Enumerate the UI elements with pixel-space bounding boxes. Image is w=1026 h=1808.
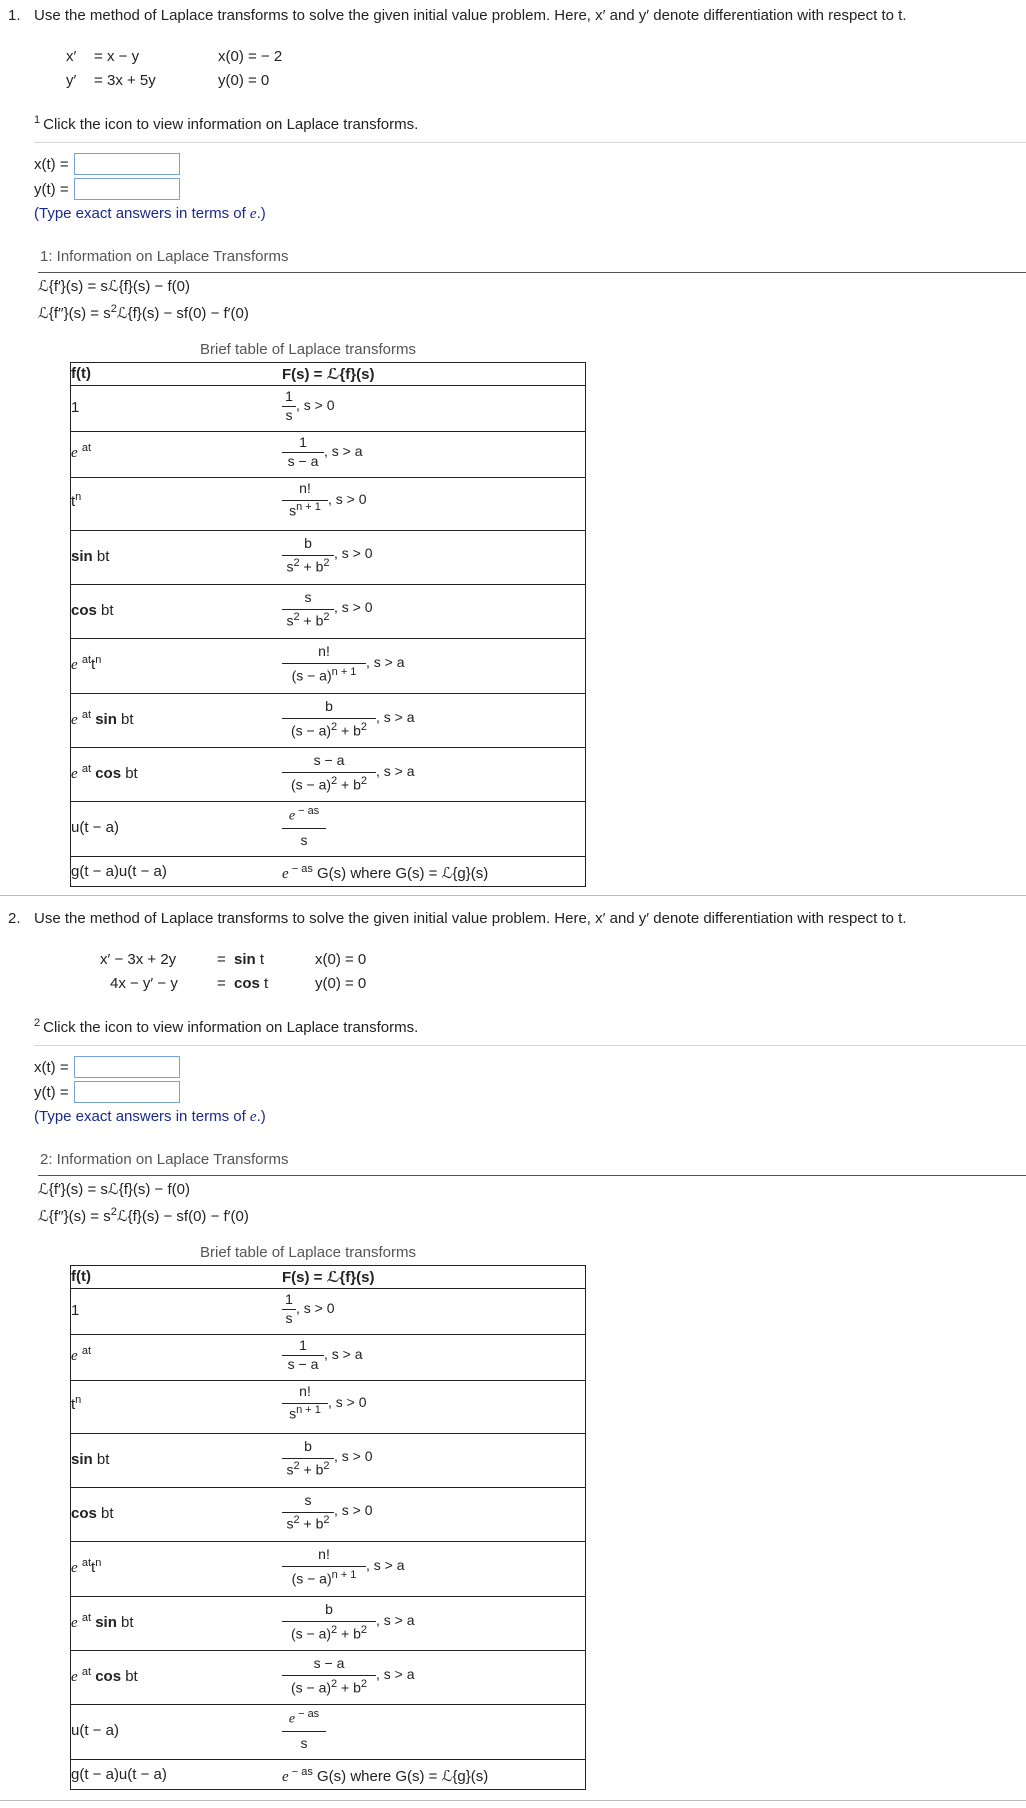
- header-F: F(s) = ℒ{f}(s): [282, 366, 375, 383]
- equation-system: [66, 48, 466, 98]
- cell-function: e $^{at}$ cos bt: [71, 763, 138, 782]
- cell-function: 1: [71, 399, 80, 416]
- cell-function: $t^n$: [71, 491, 82, 510]
- x-answer-input[interactable]: [74, 1056, 180, 1078]
- equation-2-rhs: cos t: [234, 975, 269, 992]
- equation-1-rhs: x − y: [107, 48, 140, 65]
- table-row: u(t − a) e $^{- as}$ s: [71, 1704, 585, 1760]
- table-row: e $^{at}t^n$ n! $(s - a)^{n + 1}$ , s > a: [71, 638, 585, 694]
- equation-1-lhs: x′: [66, 48, 77, 65]
- cell-function: e $^{at}$ sin bt: [71, 709, 134, 728]
- table-row: sin bt b $s^2 + b^2$ , s > 0: [71, 530, 585, 585]
- table-caption: Brief table of Laplace transforms: [200, 341, 416, 358]
- cell-function: 1: [71, 1302, 80, 1319]
- table-row: $t^n$ n! $s^{n + 1}$ , s > 0: [71, 477, 585, 531]
- cell-function: u(t − a): [71, 1722, 119, 1739]
- initial-condition-2: y(0) = 0: [315, 975, 367, 992]
- table-row: e $^{at}$ sin bt b $(s - a)^2 + b^2$ , s > a: [71, 1596, 585, 1651]
- answer-y: [34, 181, 69, 198]
- y-label: y(t) =: [34, 181, 69, 198]
- table-row: 1 1 s , s > 0: [71, 385, 585, 432]
- equation-1-eq: =: [94, 48, 103, 65]
- divider: [34, 142, 1026, 143]
- table-row: cos bt s $s^2 + b^2$ , s > 0: [71, 1487, 585, 1542]
- problem-1: [0, 7, 1026, 887]
- info-link[interactable]: [34, 114, 418, 133]
- question-number: 1.: [8, 7, 21, 24]
- table-header-row: [71, 1266, 585, 1288]
- cell-function: g(t − a)u(t − a): [71, 1766, 167, 1783]
- table-caption: Brief table of Laplace transforms: [200, 1244, 416, 1261]
- equation-2-lhs: y′: [66, 72, 77, 89]
- info-divider: [38, 272, 1026, 273]
- initial-condition-1: x(0) = − 2: [218, 48, 283, 65]
- header-F: F(s) = ℒ{f}(s): [282, 1269, 375, 1286]
- cell-function: e $^{at}t^n$: [71, 1557, 102, 1576]
- header-f: f(t): [71, 365, 91, 382]
- problem-separator: [0, 895, 1026, 896]
- cell-transform: e $^{- as}$ G(s) where G(s) = ℒ{g}(s): [282, 1766, 489, 1785]
- cell-function: $t^n$: [71, 1394, 82, 1413]
- x-answer-input[interactable]: [74, 153, 180, 175]
- x-label: x(t) =: [34, 1059, 69, 1076]
- info-link-text: Click the icon to view information on Laplace transforms.: [43, 1019, 419, 1036]
- table-row: cos bt s $s^2 + b^2$ , s > 0: [71, 584, 585, 639]
- equation-1-lhs: x′ − 3x + 2y: [100, 951, 177, 968]
- cell-transform: e $^{- as}$ G(s) where G(s) = ℒ{g}(s): [282, 863, 489, 882]
- table-row: 1 1 s , s > 0: [71, 1288, 585, 1335]
- equation-2-lhs: 4x − y′ − y: [110, 975, 178, 992]
- equation-2-eq: =: [94, 72, 103, 89]
- table-row: [71, 1759, 585, 1789]
- table-row: e $^{at}$ sin bt b $(s - a)^2 + b^2$ , s > a: [71, 693, 585, 748]
- cell-function: e $^{at}t^n$: [71, 654, 102, 673]
- answer-y: [34, 1084, 69, 1101]
- cell-function: sin bt: [71, 1451, 110, 1468]
- laplace-rule-1: ℒ{f′}(s) = sℒ{f}(s) − f(0): [38, 278, 190, 295]
- cell-function: g(t − a)u(t − a): [71, 863, 167, 880]
- answer-hint: (Type exact answers in terms of e.): [34, 205, 266, 222]
- table-row: e $^{at}$ cos bt s − a $(s - a)^2 + b^2$ , s > a: [71, 1650, 585, 1705]
- info-link-text: Click the icon to view information on Laplace transforms.: [43, 116, 419, 133]
- laplace-rule-2: ℒ{f′′}(s) = $s^2ℒ\{f\}(s) - sf(0) - f'(0)$: [38, 1206, 249, 1225]
- y-label: y(t) =: [34, 1084, 69, 1101]
- x-label: x(t) =: [34, 156, 69, 173]
- problem-2: [0, 910, 1026, 1800]
- initial-condition-1: x(0) = 0: [315, 951, 367, 968]
- table-header-row: [71, 363, 585, 385]
- question-text: Use the method of Laplace transforms to solve the given initial value problem. Here, x′ and y′ denote differentiation with respect to t.: [34, 7, 907, 24]
- equation-2-eq: =: [217, 975, 226, 992]
- table-row: e $^{at}t^n$ n! $(s - a)^{n + 1}$ , s > a: [71, 1541, 585, 1597]
- equation-1-eq: =: [217, 951, 226, 968]
- cell-function: e $^{at}$: [71, 442, 92, 461]
- info-link[interactable]: [34, 1017, 418, 1036]
- table-row: u(t − a) e $^{- as}$ s: [71, 801, 585, 857]
- table-row: sin bt b $s^2 + b^2$ , s > 0: [71, 1433, 585, 1488]
- problem-separator: [0, 1800, 1026, 1801]
- laplace-rule-1: ℒ{f′}(s) = sℒ{f}(s) − f(0): [38, 1181, 190, 1198]
- cell-function: e $^{at}$ sin bt: [71, 1612, 134, 1631]
- laplace-table: [70, 362, 586, 887]
- cell-function: u(t − a): [71, 819, 119, 836]
- equation-2-rhs: 3x + 5y: [107, 72, 156, 89]
- cell-function: cos bt: [71, 602, 114, 619]
- question-number: 2.: [8, 910, 21, 927]
- footnote-mark: 1: [34, 114, 41, 126]
- table-row: [71, 856, 585, 886]
- info-title: 2: Information on Laplace Transforms: [40, 1151, 289, 1168]
- laplace-rule-2: ℒ{f′′}(s) = $s^2ℒ\{f\}(s) - sf(0) - f'(0)$: [38, 303, 249, 322]
- answer-x: [34, 156, 69, 173]
- y-answer-input[interactable]: [74, 1081, 180, 1103]
- footnote-mark: 2: [34, 1017, 41, 1029]
- cell-function: sin bt: [71, 548, 110, 565]
- laplace-table: [70, 1265, 586, 1790]
- table-row: $t^n$ n! $s^{n + 1}$ , s > 0: [71, 1380, 585, 1434]
- equation-1-rhs: sin t: [234, 951, 265, 968]
- info-divider: [38, 1175, 1026, 1176]
- answer-hint: (Type exact answers in terms of e.): [34, 1108, 266, 1125]
- table-row: e $^{at}$ 1 s − a , s > a: [71, 1334, 585, 1381]
- divider: [34, 1045, 1026, 1046]
- cell-function: e $^{at}$ cos bt: [71, 1666, 138, 1685]
- table-row: e $^{at}$ cos bt s − a $(s - a)^2 + b^2$ , s > a: [71, 747, 585, 802]
- initial-condition-2: y(0) = 0: [218, 72, 270, 89]
- header-f: f(t): [71, 1268, 91, 1285]
- info-title: 1: Information on Laplace Transforms: [40, 248, 289, 265]
- cell-function: cos bt: [71, 1505, 114, 1522]
- cell-function: e $^{at}$: [71, 1345, 92, 1364]
- question-text: Use the method of Laplace transforms to solve the given initial value problem. Here, x′ and y′ denote differentiation with respect to t.: [34, 910, 907, 927]
- equation-system: [100, 951, 500, 1001]
- table-row: e $^{at}$ 1 s − a , s > a: [71, 431, 585, 478]
- answer-x: [34, 1059, 69, 1076]
- y-answer-input[interactable]: [74, 178, 180, 200]
